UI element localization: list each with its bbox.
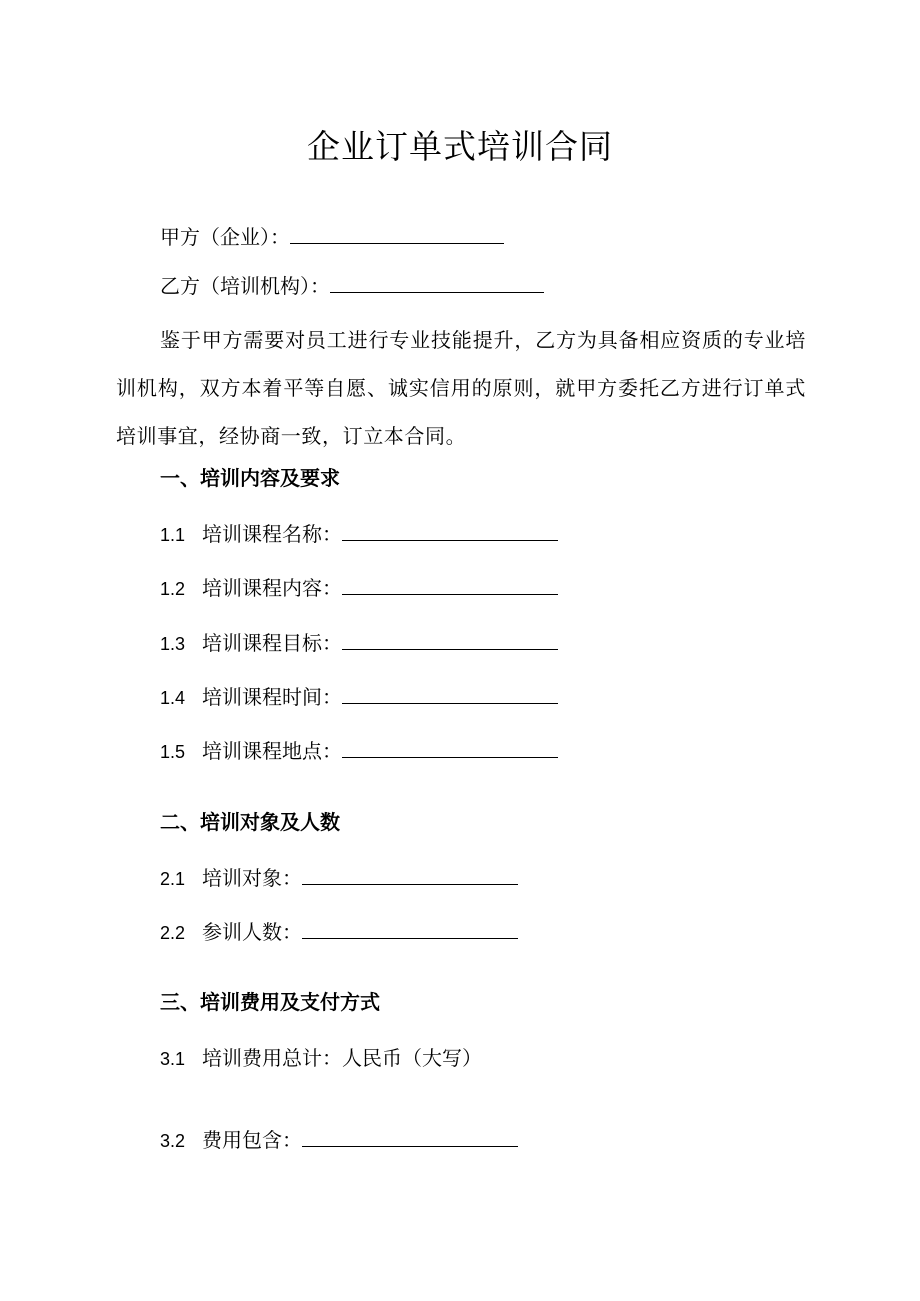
clause-label: 培训费用总计：人民币（大写） bbox=[202, 1046, 482, 1070]
clause-1-3-blank[interactable] bbox=[342, 629, 558, 650]
clause-1-4 bbox=[160, 682, 558, 713]
clause-1-1 bbox=[160, 519, 558, 550]
clause-label: 参训人数： bbox=[202, 920, 302, 944]
clause-1-5 bbox=[160, 736, 558, 767]
clause-label: 费用包含： bbox=[202, 1128, 302, 1152]
clause-number: 2.2 bbox=[160, 923, 186, 943]
clause-number: 1.4 bbox=[160, 688, 186, 708]
preamble-paragraph: 鉴于甲方需要对员工进行专业技能提升，乙方为具备相应资质的专业培训机构，双方本着平等自愿、诚实信用的原则，就甲方委托乙方进行订单式培训事宜，经协商一致，订立本合同。 bbox=[116, 328, 806, 448]
clause-label: 培训课程名称： bbox=[202, 522, 342, 546]
clause-label: 培训对象： bbox=[202, 866, 302, 890]
clause-number: 1.3 bbox=[160, 634, 186, 654]
clause-number: 1.2 bbox=[160, 579, 186, 599]
party-b-blank[interactable] bbox=[330, 272, 544, 293]
clause-label: 培训课程地点： bbox=[202, 739, 342, 763]
clause-number: 2.1 bbox=[160, 869, 186, 889]
section-2-heading: 二、培训对象及人数 bbox=[160, 810, 340, 834]
party-a-label: 甲方（企业）： bbox=[160, 225, 290, 249]
clause-2-2 bbox=[160, 917, 518, 948]
clause-1-4-blank[interactable] bbox=[342, 683, 558, 704]
clause-1-2 bbox=[160, 573, 558, 604]
clause-label: 培训课程内容： bbox=[202, 576, 342, 600]
clause-number: 3.2 bbox=[160, 1131, 186, 1151]
party-b-label: 乙方（培训机构）： bbox=[160, 274, 330, 298]
clause-1-2-blank[interactable] bbox=[342, 574, 558, 595]
party-a-line bbox=[160, 222, 504, 252]
clause-1-1-blank[interactable] bbox=[342, 520, 558, 541]
section-3-heading: 三、培训费用及支付方式 bbox=[160, 990, 380, 1014]
clause-1-5-blank[interactable] bbox=[342, 737, 558, 758]
clause-number: 1.5 bbox=[160, 742, 186, 762]
party-b-line bbox=[160, 271, 544, 301]
clause-1-3 bbox=[160, 628, 558, 659]
clause-label: 培训课程时间： bbox=[202, 685, 342, 709]
section-1-heading: 一、培训内容及要求 bbox=[160, 466, 340, 490]
clause-3-2-blank[interactable] bbox=[302, 1126, 518, 1147]
clause-label: 培训课程目标： bbox=[202, 631, 342, 655]
clause-2-1-blank[interactable] bbox=[302, 864, 518, 885]
clause-number: 1.1 bbox=[160, 525, 186, 545]
clause-3-1 bbox=[160, 1043, 482, 1074]
clause-number: 3.1 bbox=[160, 1049, 186, 1069]
party-a-blank[interactable] bbox=[290, 223, 504, 244]
clause-3-2 bbox=[160, 1125, 518, 1156]
clause-2-1 bbox=[160, 863, 518, 894]
clause-2-2-blank[interactable] bbox=[302, 918, 518, 939]
document-title: 企业订单式培训合同 bbox=[307, 127, 613, 166]
